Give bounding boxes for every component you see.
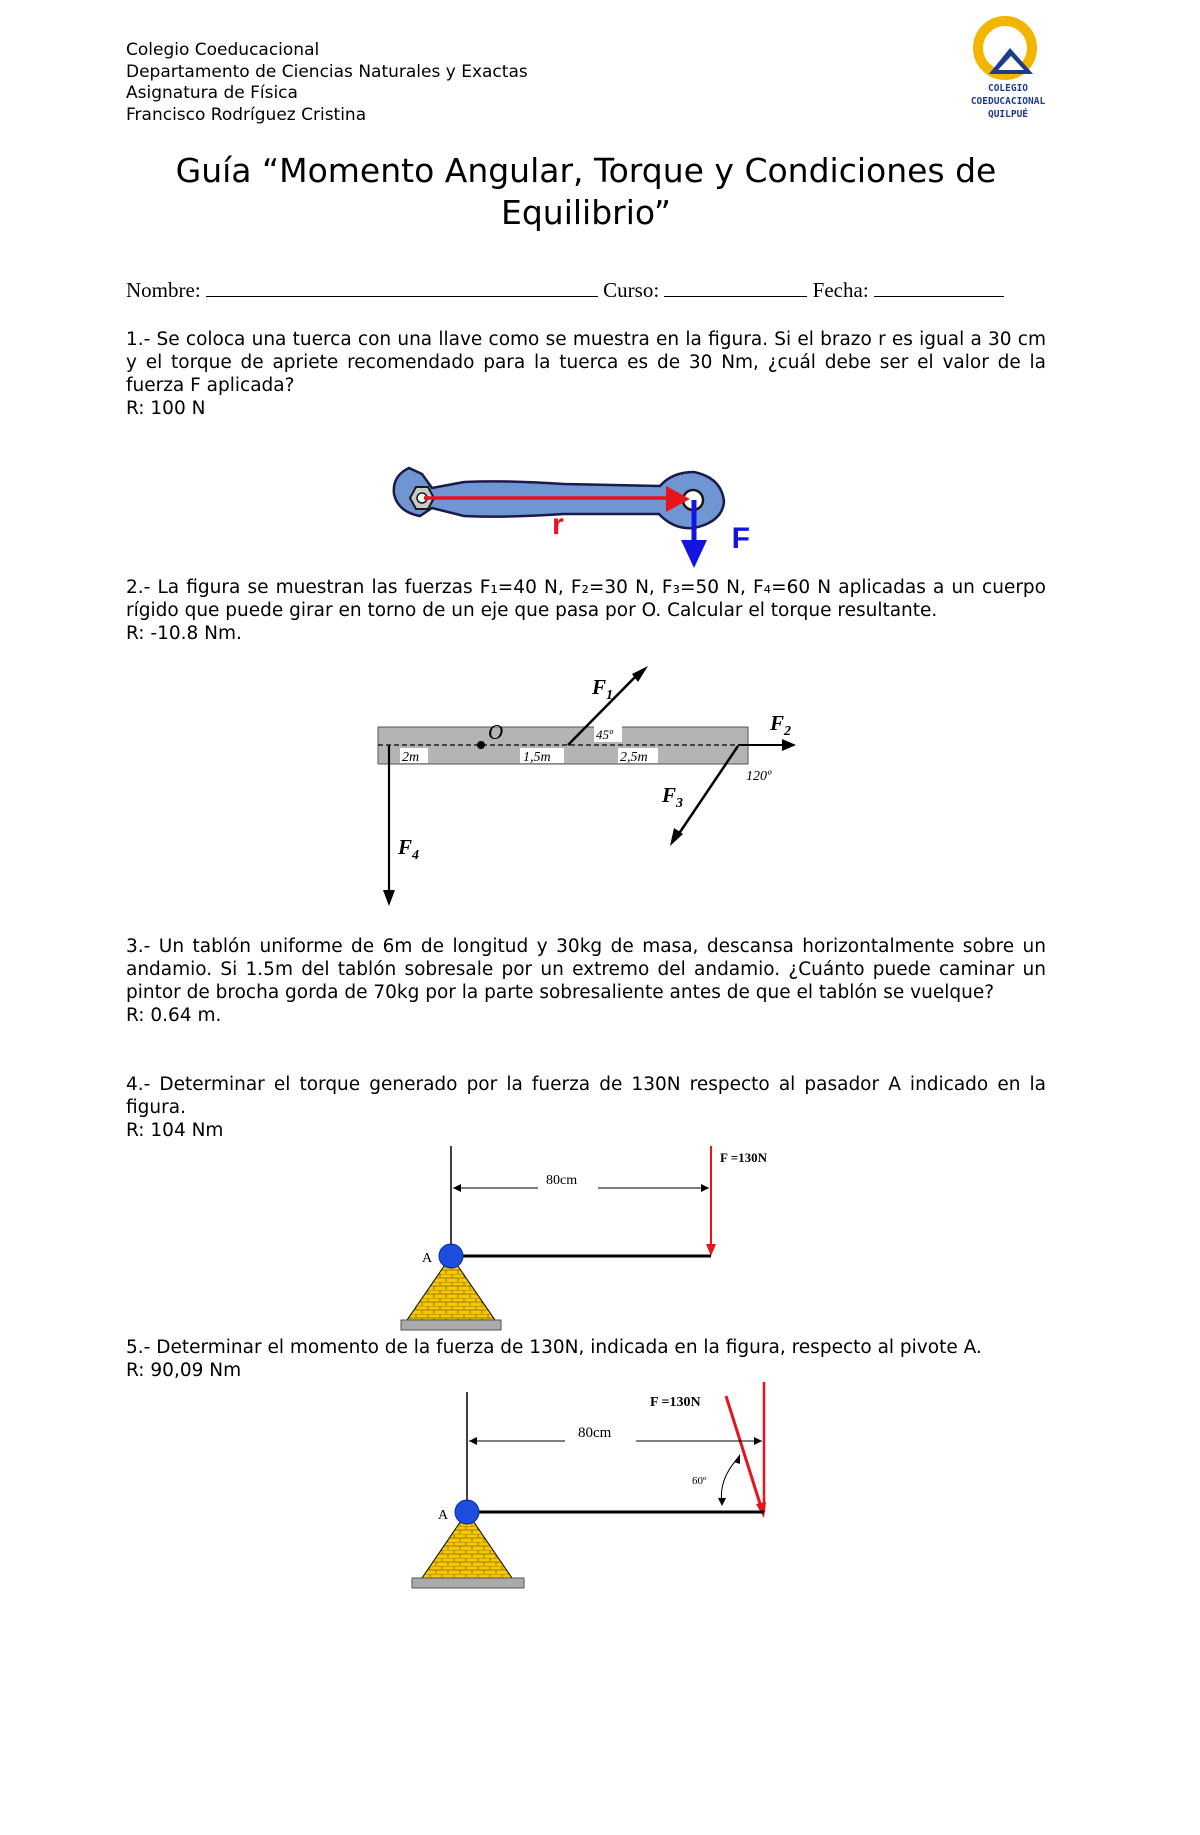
question-5-answer: R: 90,09 Nm (126, 1360, 242, 1381)
question-1-answer: R: 100 N (126, 398, 206, 419)
pivot-label: A (438, 1508, 449, 1523)
force-label: F =130N (650, 1395, 701, 1410)
question-5-text: 5.- Determinar el momento de la fuerza de 130N, indicada en la figura, respecto al pivote A. (126, 1337, 982, 1358)
header-line-subject: Asignatura de Física (126, 83, 298, 103)
distance-2-5m: 2,5m (620, 750, 648, 765)
date-label: Fecha: (812, 278, 869, 302)
course-label: Curso: (603, 278, 660, 302)
header-line-department: Departamento de Ciencias Naturales y Exactas (126, 61, 528, 82)
lever-figure-2 (400, 1382, 780, 1594)
name-label: Nombre: (126, 278, 201, 302)
course-field[interactable] (664, 278, 807, 297)
f3-label: $F_3$ (662, 783, 684, 811)
pin-a (439, 1244, 463, 1268)
support-base (401, 1320, 501, 1330)
r-label: r (552, 508, 564, 541)
logo-text-3: QUILPUÉ (987, 109, 1029, 120)
angle-60: 60º (692, 1475, 707, 1487)
question-1-text: 1.- Se coloca una tuerca con una llave como se muestra en la figura. Si el brazo r es igual a 30 cm y el torque de apriete recomendado para la tuerca es de 30 Nm, ¿cuál debe ser el valor de la fuerza F aplicada? (126, 329, 1046, 396)
pin-a (455, 1500, 479, 1524)
question-1 (126, 328, 1046, 420)
force-arrowhead (681, 540, 707, 568)
angle-45: 45º (596, 727, 614, 742)
question-4 (126, 1073, 1046, 1142)
force-130n-vector (726, 1396, 762, 1510)
f-label: F (731, 522, 750, 555)
distance-1-5m: 1,5m (523, 750, 551, 765)
logo-text-1: COLEGIO (987, 83, 1029, 94)
pivot-o (477, 741, 485, 749)
question-3-text: 3.- Un tablón uniforme de 6m de longitud y 30kg de masa, descansa horizontalmente sobre un andamio. Si 1.5m del tablón sobresale por un extremo del andamio. ¿Cuánto puede caminar un pintor de brocha gorda de 70kg por la parte sobresaliente antes de que el tablón se vuelque? (126, 936, 1046, 1003)
question-5 (126, 1336, 1046, 1382)
date-field[interactable] (874, 278, 1004, 297)
question-4-text: 4.- Determinar el torque generado por la fuerza de 130N respecto al pasador A indicado en la figura. (126, 1074, 1046, 1118)
question-4-answer: R: 104 Nm (126, 1120, 224, 1141)
support-base (412, 1578, 524, 1588)
f2-label: $F_2$ (770, 711, 792, 739)
name-field[interactable] (206, 278, 598, 297)
force-label: F =130N (720, 1150, 768, 1165)
page-title: Guía “Momento Angular, Torque y Condiciones de Equilibrio” (175, 151, 997, 232)
beam-figure (370, 674, 810, 906)
f1-label: $F_1$ (592, 675, 614, 703)
student-info-line (126, 278, 1046, 303)
angle-120: 120º (746, 769, 772, 784)
wrench-figure (384, 428, 750, 570)
school-header (126, 40, 528, 126)
question-2-answer: R: -10.8 Nm. (126, 623, 242, 644)
distance-2m: 2m (402, 750, 420, 765)
distance-80cm: 80cm (546, 1173, 578, 1188)
header-line-school: Colegio Coeducacional (126, 40, 320, 60)
question-3-answer: R: 0.64 m. (126, 1005, 222, 1026)
lever-figure-1 (398, 1138, 798, 1334)
school-logo (955, 14, 1065, 134)
question-2-text: 2.- La figura se muestran las fuerzas F₁=40 N, F₂=30 N, F₃=50 N, F₄=60 N aplicadas a un cuerpo rígido que puede girar en torno de un eje que pasa por O. Calcular el torque resultante. (126, 577, 1046, 621)
question-3 (126, 935, 1046, 1027)
o-label: O (488, 720, 504, 744)
f4-label: $F_4$ (398, 835, 420, 863)
logo-text-2: COEDUCACIONAL (970, 96, 1046, 107)
distance-80cm: 80cm (578, 1425, 612, 1441)
question-2 (126, 576, 1046, 645)
header-line-teacher: Francisco Rodríguez Cristina (126, 104, 367, 125)
pivot-label: A (422, 1251, 433, 1266)
